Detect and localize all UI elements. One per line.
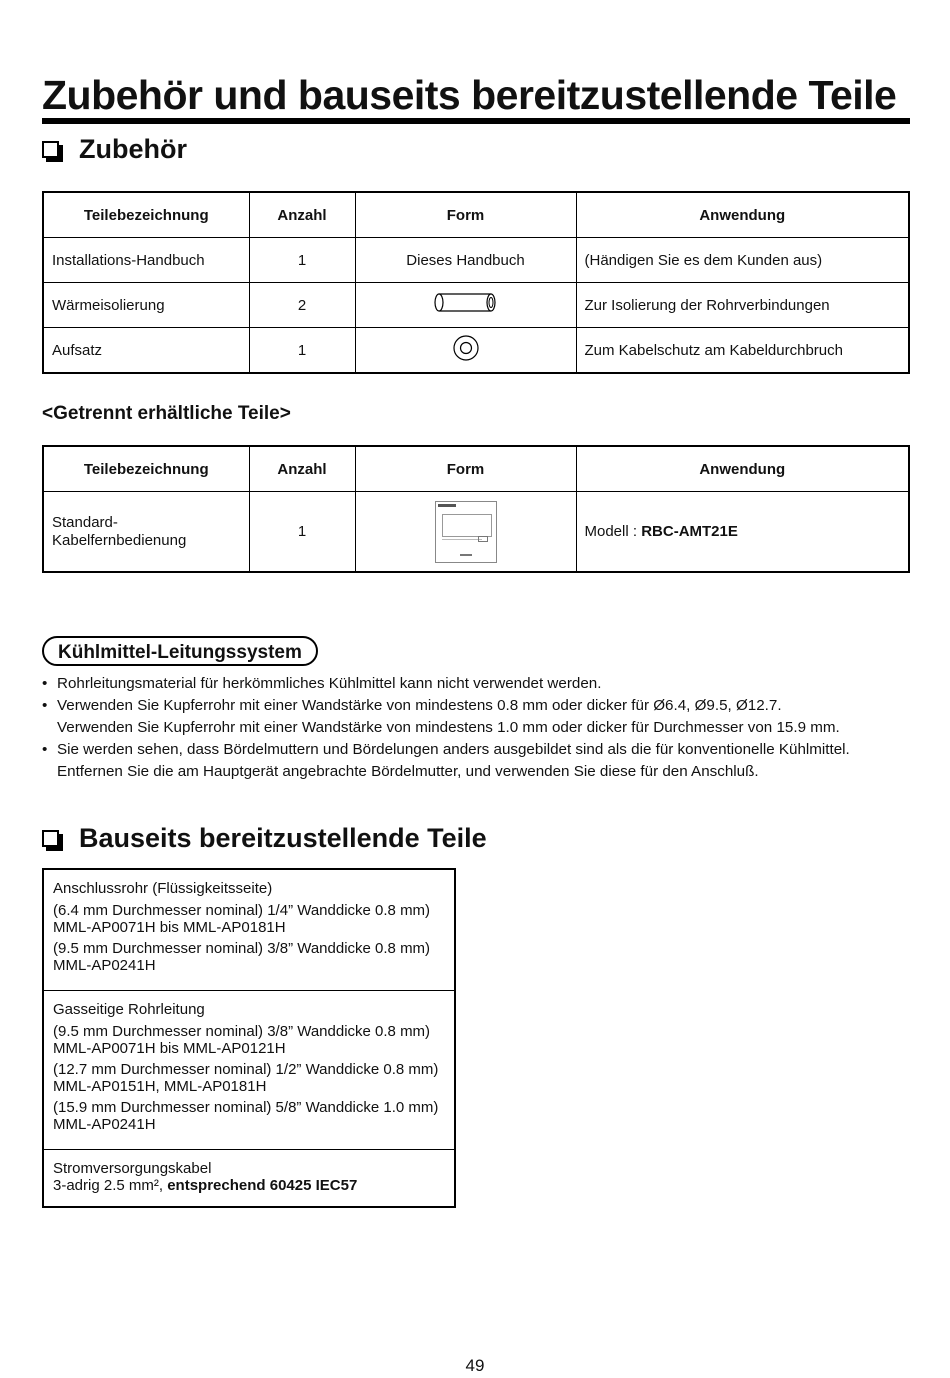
page-title: Zubehör und bauseits bereitzustellende Teile [42, 72, 897, 118]
col-header-qty: Anzahl [249, 192, 355, 238]
liquid-pipe-section [44, 870, 454, 991]
spec-models: MML-AP0151H, MML-AP0181H [53, 1078, 267, 1095]
bushing-ring-icon [452, 334, 480, 362]
cell-name-line1: Standard- [52, 513, 118, 531]
spec-item [53, 1023, 445, 1057]
cable-spec: 3-adrig 2.5 mm², [53, 1177, 168, 1194]
section-title: Stromversorgungskabel [53, 1160, 212, 1177]
col-header-use: Anwendung [576, 192, 909, 238]
spec-models: MML-AP0071H bis MML-AP0121H [53, 1040, 286, 1057]
cell-name-line2: Kabelfernbedienung [52, 531, 187, 549]
table-row [43, 238, 909, 283]
section-heading-accessories [42, 133, 187, 165]
refrigerant-bullet-list [42, 673, 912, 783]
col-header-name: Teilebezeichnung [43, 446, 249, 492]
spec-models: MML-AP0241H [53, 957, 156, 974]
spec-line: (15.9 mm Durchmesser nominal) 5/8” Wanddicke 1.0 mm) [53, 1099, 439, 1116]
cell-name: Installations-Handbuch [43, 238, 249, 283]
separate-parts-table [42, 445, 910, 573]
cell-qty: 2 [249, 283, 355, 328]
list-item: • Sie werden sehen, dass Bördelmuttern und Bördelungen anders ausgebildet sind als die für konventionelle Kühlmittel. [42, 739, 912, 761]
section-heading-text: Zubehör [79, 134, 187, 164]
list-item: • Rohrleitungsmaterial für herkömmliches Kühlmittel kann nicht verwendet werden. [42, 673, 912, 695]
col-header-form: Form [355, 192, 576, 238]
cable-standard: entsprechend 60425 IEC57 [167, 1177, 358, 1194]
spec-item [53, 902, 445, 936]
list-item: • Verwenden Sie Kupferrohr mit einer Wandstärke von mindestens 0.8 mm oder dicker für Ø6.4, Ø9.5, Ø12.7. [42, 695, 912, 717]
spec-line: (12.7 mm Durchmesser nominal) 1/2” Wanddicke 0.8 mm) [53, 1061, 439, 1078]
spec-line: (6.4 mm Durchmesser nominal) 1/4” Wanddicke 0.8 mm) [53, 902, 431, 919]
section-heading-text: Bauseits bereitzustellende Teile [79, 823, 487, 853]
checkbox-square-icon [42, 141, 59, 158]
page-number: 49 [465, 1356, 485, 1375]
section-title: Gasseitige Rohrleitung [53, 1001, 205, 1018]
cell-use [576, 492, 909, 573]
col-header-use: Anwendung [576, 446, 909, 492]
onsite-parts-box [42, 868, 456, 1208]
model-number: RBC-AMT21E [641, 523, 738, 540]
spec-line: (9.5 mm Durchmesser nominal) 3/8” Wanddicke 0.8 mm) [53, 1023, 431, 1040]
cell-form [355, 492, 576, 573]
table-header-row [43, 192, 909, 238]
col-header-name: Teilebezeichnung [43, 192, 249, 238]
table-header-row [43, 446, 909, 492]
list-item-continuation: Verwenden Sie Kupferrohr mit einer Wandstärke von mindestens 1.0 mm oder dicker für Durchmesser von 15.9 mm. [57, 719, 840, 736]
section-title: Anschlussrohr (Flüssigkeitsseite) [53, 880, 273, 897]
table-row [43, 283, 909, 328]
model-prefix: Modell : [584, 523, 642, 540]
cell-form [355, 283, 576, 328]
remote-controller-icon [435, 501, 497, 563]
accessories-table [42, 191, 910, 374]
table-row [43, 328, 909, 374]
spec-item [53, 1099, 445, 1133]
cell-qty: 1 [249, 492, 355, 573]
cell-use: Zum Kabelschutz am Kabeldurchbruch [576, 328, 909, 374]
table-row [43, 492, 909, 573]
spec-line: (9.5 mm Durchmesser nominal) 3/8” Wanddicke 0.8 mm) [53, 940, 431, 957]
cell-use: (Händigen Sie es dem Kunden aus) [576, 238, 909, 283]
cell-qty: 1 [249, 238, 355, 283]
subheading-separate-parts: <Getrennt erhältliche Teile> [42, 403, 291, 424]
cell-qty: 1 [249, 328, 355, 374]
refrigerant-system-label: Kühlmittel-Leitungssystem [42, 636, 318, 666]
cell-form [355, 328, 576, 374]
checkbox-square-icon [42, 830, 59, 847]
title-rule [42, 118, 910, 124]
spec-line [53, 1177, 445, 1194]
spec-item [53, 1061, 445, 1095]
power-cable-section [44, 1150, 454, 1206]
spec-models: MML-AP0071H bis MML-AP0181H [53, 919, 286, 936]
section-heading-onsite-parts [42, 822, 487, 854]
cell-form: Dieses Handbuch [355, 238, 576, 283]
col-header-form: Form [355, 446, 576, 492]
spec-item [53, 940, 445, 974]
col-header-qty: Anzahl [249, 446, 355, 492]
cell-name [43, 492, 249, 573]
spec-models: MML-AP0241H [53, 1116, 156, 1133]
cell-use: Zur Isolierung der Rohrverbindungen [576, 283, 909, 328]
insulation-tube-icon [433, 290, 499, 316]
list-item-continuation: Entfernen Sie die am Hauptgerät angebrachte Bördelmutter, und verwenden Sie diese für den Anschluß. [57, 763, 759, 780]
cell-name: Aufsatz [43, 328, 249, 374]
gas-pipe-section [44, 991, 454, 1150]
cell-name: Wärmeisolierung [43, 283, 249, 328]
